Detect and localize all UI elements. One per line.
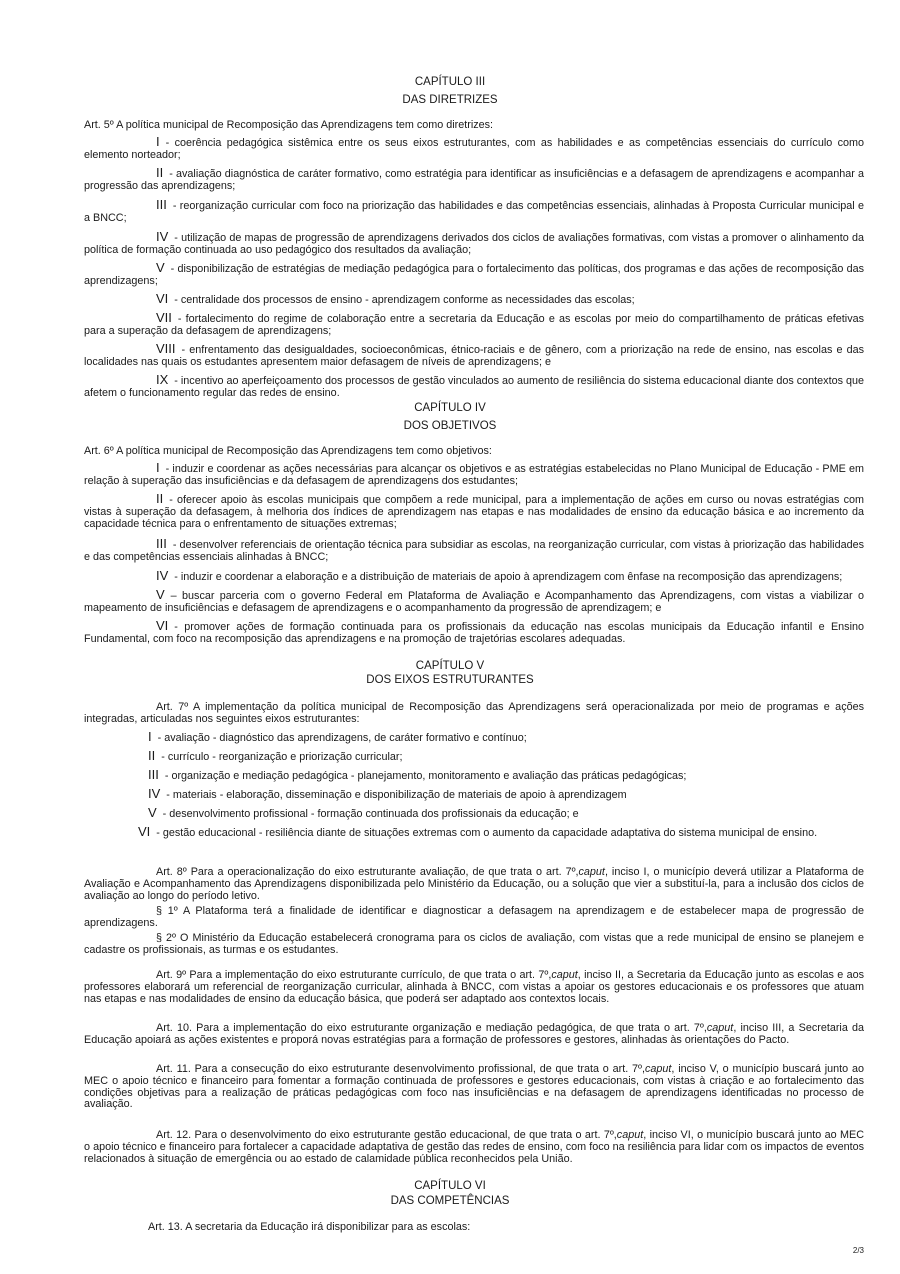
item-number: VI	[156, 618, 169, 633]
eixo-item	[138, 824, 874, 839]
art6-item	[84, 620, 864, 646]
item-number: VI	[156, 291, 169, 306]
art8-text-a: Art. 8º Para a operacionalização do eixo estruturante avaliação, de que trata o art. 7º,	[156, 866, 579, 878]
art10-paragraph	[84, 1023, 864, 1047]
art7-intro: Art. 7º A implementação da política municipal de Recomposição das Aprendizagens será operacionalizada por meio de programas e ações integradas, articuladas nos seguintes eixos estruturantes:	[84, 701, 864, 725]
art8-text-b: , inciso I, o município deverá utilizar a Plataforma de Avaliação e Acompanhamento das Aprendizagens disponibilizada pelo Ministério da Educação, ou a solução que vier a substituí-la, para a inclusão dos ciclos de avaliação ao longo do período letivo.	[84, 866, 864, 902]
art10-text-b: , inciso III, a Secretaria da Educação apoiará as ações existentes e proporá novas estratégias para a formação de professores e gestores, alinhadas às orientações do Pacto.	[84, 1022, 865, 1046]
art5-item	[84, 167, 864, 193]
item-text: - promover ações de formação continuada para os profissionais da educação nas escolas municipais da Educação infantil e Ensino Fundamental, com foco na recomposição das aprendizagens e na promoção de trajetórias escolares adequadas.	[84, 621, 864, 645]
art9-paragraph	[84, 970, 864, 1005]
art5-item	[84, 231, 864, 257]
item-number: V	[156, 587, 165, 602]
item-number: IX	[156, 372, 169, 387]
art12-paragraph	[84, 1130, 864, 1165]
item-text: - avaliação diagnóstica de caráter formativo, como estratégia para identificar as insuficiências e a defasagem de aprendizagens e acompanhar a progressão das aprendizagens;	[84, 168, 864, 192]
item-text: - centralidade dos processos de ensino - aprendizagem conforme as necessidades das escolas;	[174, 294, 635, 306]
item-number: IV	[156, 229, 169, 244]
item-number: VI	[138, 824, 151, 839]
item-number: I	[148, 729, 152, 744]
chapter-6-title: CAPÍTULO VI	[414, 1180, 486, 1192]
art12-caput: caput	[616, 1129, 644, 1141]
art9-caput: caput	[551, 969, 578, 981]
eixo-item	[148, 788, 864, 801]
eixo-item	[148, 807, 864, 820]
item-text: - utilização de mapas de progressão de aprendizagens derivados dos ciclos de avaliações formativas, com vistas a promover o alinhamento da política de formação continuada ao uso pedagógico dos resultados da avaliação;	[84, 232, 864, 256]
art8-caput: caput	[578, 866, 605, 878]
art6-item	[84, 462, 864, 488]
chapter-4-title: CAPÍTULO IV	[414, 402, 486, 414]
eixo-item	[148, 731, 864, 744]
art6-item	[84, 589, 864, 615]
art11-caput: caput	[644, 1063, 672, 1075]
art5-item	[84, 374, 864, 400]
item-text: - currículo - reorganização e priorização curricular;	[161, 751, 403, 763]
page-number: 2/3	[852, 1246, 864, 1255]
item-number: VIII	[156, 341, 176, 356]
item-text: - reorganização curricular com foco na priorização das habilidades e das competências essenciais, alinhadas à Proposta Curricular municipal e a BNCC;	[84, 200, 864, 224]
item-number: I	[156, 460, 160, 475]
item-text: - induzir e coordenar as ações necessárias para alcançar os objetivos e as estratégias estabelecidas no Plano Municipal de Educação - PME em relação à superação das insuficiências e da defasagem de aprendizagens dos estudantes;	[84, 463, 864, 487]
art6-item	[84, 570, 864, 584]
art11-text-b: , inciso V, o município buscará junto ao MEC o apoio técnico e financeiro para fomentar a formação continuada de professores e gestores educacionais, com vistas à criação e ao fortalecimento das condições objetivas para a realização de práticas pedagógicas com foco nas insuficiências e na defasagem de aprendizagens identificadas no processo de avaliação.	[84, 1063, 865, 1111]
item-number: III	[156, 536, 167, 551]
art9-text-b: , inciso II, a Secretaria da Educação junto as escolas e aos professores elaborará um referencial de reorganização curricular, alinhada à BNCC, com vistas a apoiar os gestores educacionais e os professores que atuam nas etapas e nas modalidades de ensino da educação básica, que poderá ser adaptado aos contextos locais.	[84, 969, 864, 1005]
art10-text-a: Art. 10. Para a implementação do eixo estruturante organização e mediação pedagógica, de que trata o art. 7º,	[156, 1022, 707, 1034]
art8-paragraph	[84, 867, 864, 902]
art5-item	[84, 136, 864, 162]
art5-intro: Art. 5º A política municipal de Recomposição das Aprendizagens tem como diretrizes:	[84, 119, 494, 131]
art12-text-a: Art. 12. Para o desenvolvimento do eixo estruturante gestão educacional, de que trata o art. 7º,	[156, 1129, 617, 1141]
item-number: II	[156, 165, 164, 180]
art5-item	[84, 199, 864, 225]
item-number: VII	[156, 310, 172, 325]
art13-intro: Art. 13. A secretaria da Educação irá disponibilizar para as escolas:	[148, 1221, 471, 1233]
item-text: - coerência pedagógica sistêmica entre os seus eixos estruturantes, com as habilidades e as competências essenciais do currículo como elemento norteador;	[84, 137, 864, 161]
chapter-4-subtitle: DOS OBJETIVOS	[403, 420, 497, 432]
art6-intro: Art. 6º A política municipal de Recomposição das Aprendizagens tem como objetivos:	[84, 445, 492, 457]
eixo-item	[148, 750, 864, 763]
item-text: - organização e mediação pedagógica - planejamento, monitoramento e avaliação das práticas pedagógicas;	[164, 770, 687, 782]
item-text: - avaliação - diagnóstico das aprendizagens, de caráter formativo e contínuo;	[157, 732, 527, 744]
item-text: - disponibilização de estratégias de mediação pedagógica para o fortalecimento das políticas, dos programas e das ações de recomposição das aprendizagens;	[84, 263, 864, 287]
item-number: I	[156, 134, 160, 149]
item-text: – buscar parceria com o governo Federal em Plataforma de Avaliação e Acompanhamento das Aprendizagens, com vistas a viabilizar o mapeamento de insuficiências e defasagem de aprendizagens e o acompanhamento da progressão de aprendizagem; e	[84, 590, 864, 614]
art5-item	[84, 262, 864, 288]
item-text: - induzir e coordenar a elaboração e a distribuição de materiais de apoio à aprendizagem com ênfase na recomposição das aprendizagens;	[174, 571, 843, 583]
item-text: - fortalecimento do regime de colaboração entre a secretaria da Educação e as escolas por meio do compartilhamento de práticas efetivas para a superação da defasagem de aprendizagens;	[84, 313, 864, 337]
item-text: - oferecer apoio às escolas municipais que compõem a rede municipal, para a implementação de ações em curso ou novas estratégias com vistas à superação da defasagem, à melhoria dos índices de aprendizagem nas etapas e nas modalidades de ensino da educação básica e ao incremento da capacidade técnica para o enfrentamento de situações extremas;	[84, 494, 864, 530]
chapter-3-subtitle: DAS DIRETRIZES	[402, 94, 498, 106]
chapter-3-title: CAPÍTULO III	[414, 76, 486, 88]
item-number: II	[156, 491, 164, 506]
item-number: III	[148, 767, 159, 782]
item-text: - desenvolver referenciais de orientação técnica para subsidiar as escolas, na reorganização curricular, com vistas à priorização das habilidades e das competências essenciais alinhadas à BNCC;	[84, 539, 864, 563]
item-text: - materiais - elaboração, disseminação e disponibilização de materiais de apoio à aprendizagem	[166, 789, 627, 801]
art6-item	[84, 493, 864, 530]
eixo-item	[148, 769, 864, 782]
item-text: - incentivo ao aperfeiçoamento dos processos de gestão vinculados ao aumento de resiliência do sistema educacional diante dos contextos que afetem o funcionamento regular das redes de ensino.	[84, 375, 864, 399]
item-text: - enfrentamento das desigualdades, socioeconômicas, étnico-raciais e de gênero, com a priorização na rede de ensino, nas escolas e das localidades nas quais os estudantes apresentem maior defasagem de níveis de aprendizagens; e	[84, 344, 864, 368]
art10-caput: caput	[706, 1022, 734, 1034]
chapter-6-subtitle: DAS COMPETÊNCIAS	[390, 1195, 510, 1207]
item-number: V	[148, 805, 157, 820]
art6-item	[84, 538, 864, 564]
chapter-5-title: CAPÍTULO V	[415, 660, 485, 672]
art8-paragraph-1: § 1º A Plataforma terá a finalidade de identificar e diagnosticar a defasagem na aprendizagem e de estabelecer mapa de progressão de aprendizagens.	[84, 905, 864, 929]
item-number: IV	[148, 786, 161, 801]
item-number: IV	[156, 568, 169, 583]
art11-text-a: Art. 11. Para a consecução do eixo estruturante desenvolvimento profissional, de que trata o art. 7º,	[156, 1063, 645, 1075]
art5-item	[84, 312, 864, 338]
art5-item	[84, 343, 864, 369]
art5-item	[84, 293, 864, 307]
item-text: - desenvolvimento profissional - formação continuada dos profissionais da educação; e	[162, 808, 579, 820]
item-number: II	[148, 748, 156, 763]
art12-text-b: , inciso VI, o município buscará junto ao MEC o apoio técnico e financeiro para fortalecer a capacidade adaptativa de gestão das redes de ensino, com foco na resiliência para lidar com os impactos de eventos relacionados à situação de emergência ou ao estado de calamidade pública reconhecidos pela União.	[84, 1129, 864, 1165]
art9-text-a: Art. 9º Para a implementação do eixo estruturante currículo, de que trata o art. 7º,	[156, 969, 552, 981]
art8-paragraph-2: § 2º O Ministério da Educação estabelecerá cronograma para os ciclos de avaliação, com vistas que a rede municipal de ensino se planejem e cadastre os profissionais, as turmas e os estudantes.	[84, 932, 864, 956]
item-number: III	[156, 197, 167, 212]
art11-paragraph	[84, 1064, 864, 1111]
item-text: - gestão educacional - resiliência diante de situações extremas com o aumento da capacidade adaptativa do sistema municipal de ensino.	[156, 827, 818, 839]
chapter-5-subtitle: DOS EIXOS ESTRUTURANTES	[366, 674, 534, 686]
item-number: V	[156, 260, 165, 275]
